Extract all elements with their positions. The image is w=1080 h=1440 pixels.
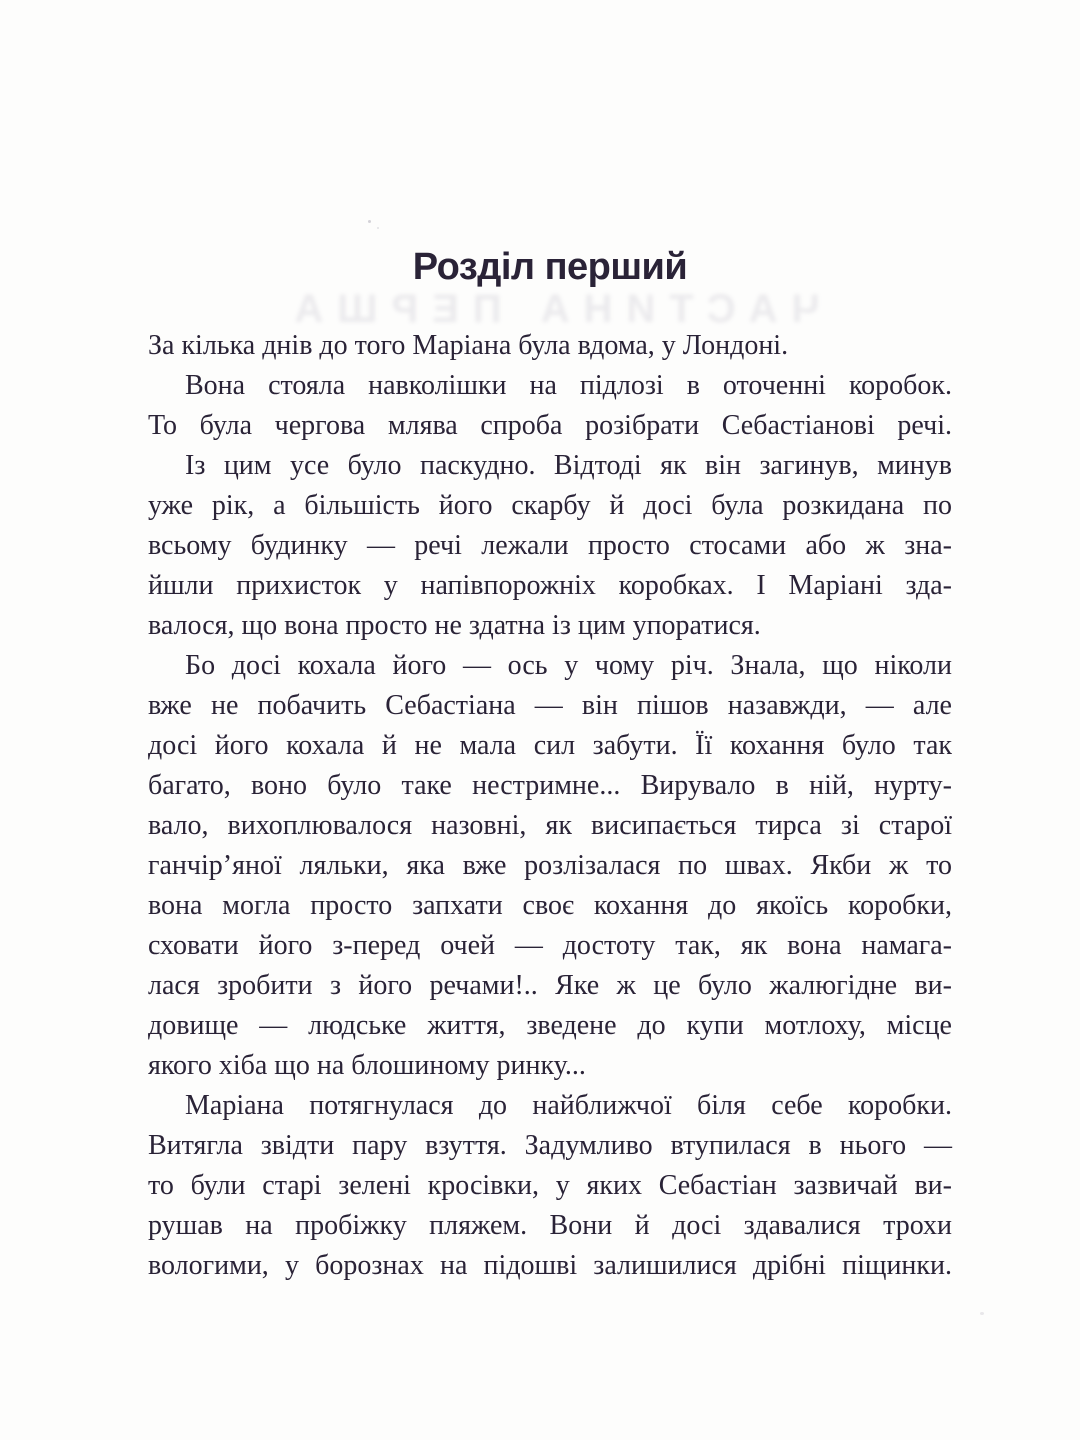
text-line: лася зробити з його речами!.. Яке ж це було жалюгідне ви- (148, 970, 952, 1001)
body-text (148, 326, 952, 1286)
showthrough-ghost-text: ЧАСТИНА ПЕРША (280, 287, 820, 331)
text-line: То була чергова млява спроба розібрати Себастіанові речі. (148, 410, 952, 441)
text-line: вало, вихоплювалося назовні, як висипається тирса зі старої (148, 810, 952, 841)
text-line: вже не побачить Себастіана — він пішов назавжди, — але (148, 690, 952, 721)
text-line: досі його кохала й не мала сил забути. Її кохання було так (148, 730, 952, 761)
text-line: сховати його з-перед очей — достоту так, як вона намага- (148, 930, 952, 961)
chapter-title: Розділ перший (412, 246, 688, 288)
scan-speck (980, 1312, 984, 1315)
text-line: ганчір’яної ляльки, яка вже розлізалася по швах. Якби ж то (148, 850, 952, 881)
text-line: довище — людське життя, зведене до купи мотлоху, місце (148, 1010, 952, 1041)
text-line: Маріана потягнулася до найближчої біля себе коробки. (185, 1090, 952, 1121)
text-line: уже рік, а більшість його скарбу й досі була розкидана по (148, 490, 952, 521)
scan-speck (377, 227, 379, 229)
text-line: Із цим усе було паскудно. Відтоді як він загинув, минув (185, 450, 952, 481)
text-line: йшли прихисток у напівпорожніх коробках. І Маріані зда- (148, 570, 952, 601)
text-line: Бо досі кохала його — ось у чому річ. Знала, що ніколи (185, 650, 952, 681)
text-line: рушав на пробіжку пляжем. Вони й досі здавалися трохи (148, 1210, 952, 1241)
text-line: багато, воно було таке нестримне... Вирувало в ній, нурту- (148, 770, 952, 801)
text-line: За кілька днів до того Маріана була вдома, у Лондоні. (148, 330, 789, 361)
scan-speck (368, 220, 371, 223)
text-line: всьому будинку — речі лежали просто стосами або ж зна- (148, 530, 952, 561)
text-line: вологими, у борознах на підошві залишилися дрібні піщинки. (148, 1250, 952, 1281)
text-line: Вона стояла навколішки на підлозі в оточенні коробок. (185, 370, 952, 401)
text-line: Витягла звідти пару взуття. Задумливо втупилася в нього — (148, 1130, 952, 1161)
text-line: якого хіба що на блошиному ринку... (148, 1050, 586, 1081)
text-line: валося, що вона просто не здатна із цим упоратися. (148, 610, 761, 641)
text-line: то були старі зелені кросівки, у яких Себастіан зазвичай ви- (148, 1170, 952, 1201)
text-line: вона могла просто запхати своє кохання до якоїсь коробки, (148, 890, 952, 921)
